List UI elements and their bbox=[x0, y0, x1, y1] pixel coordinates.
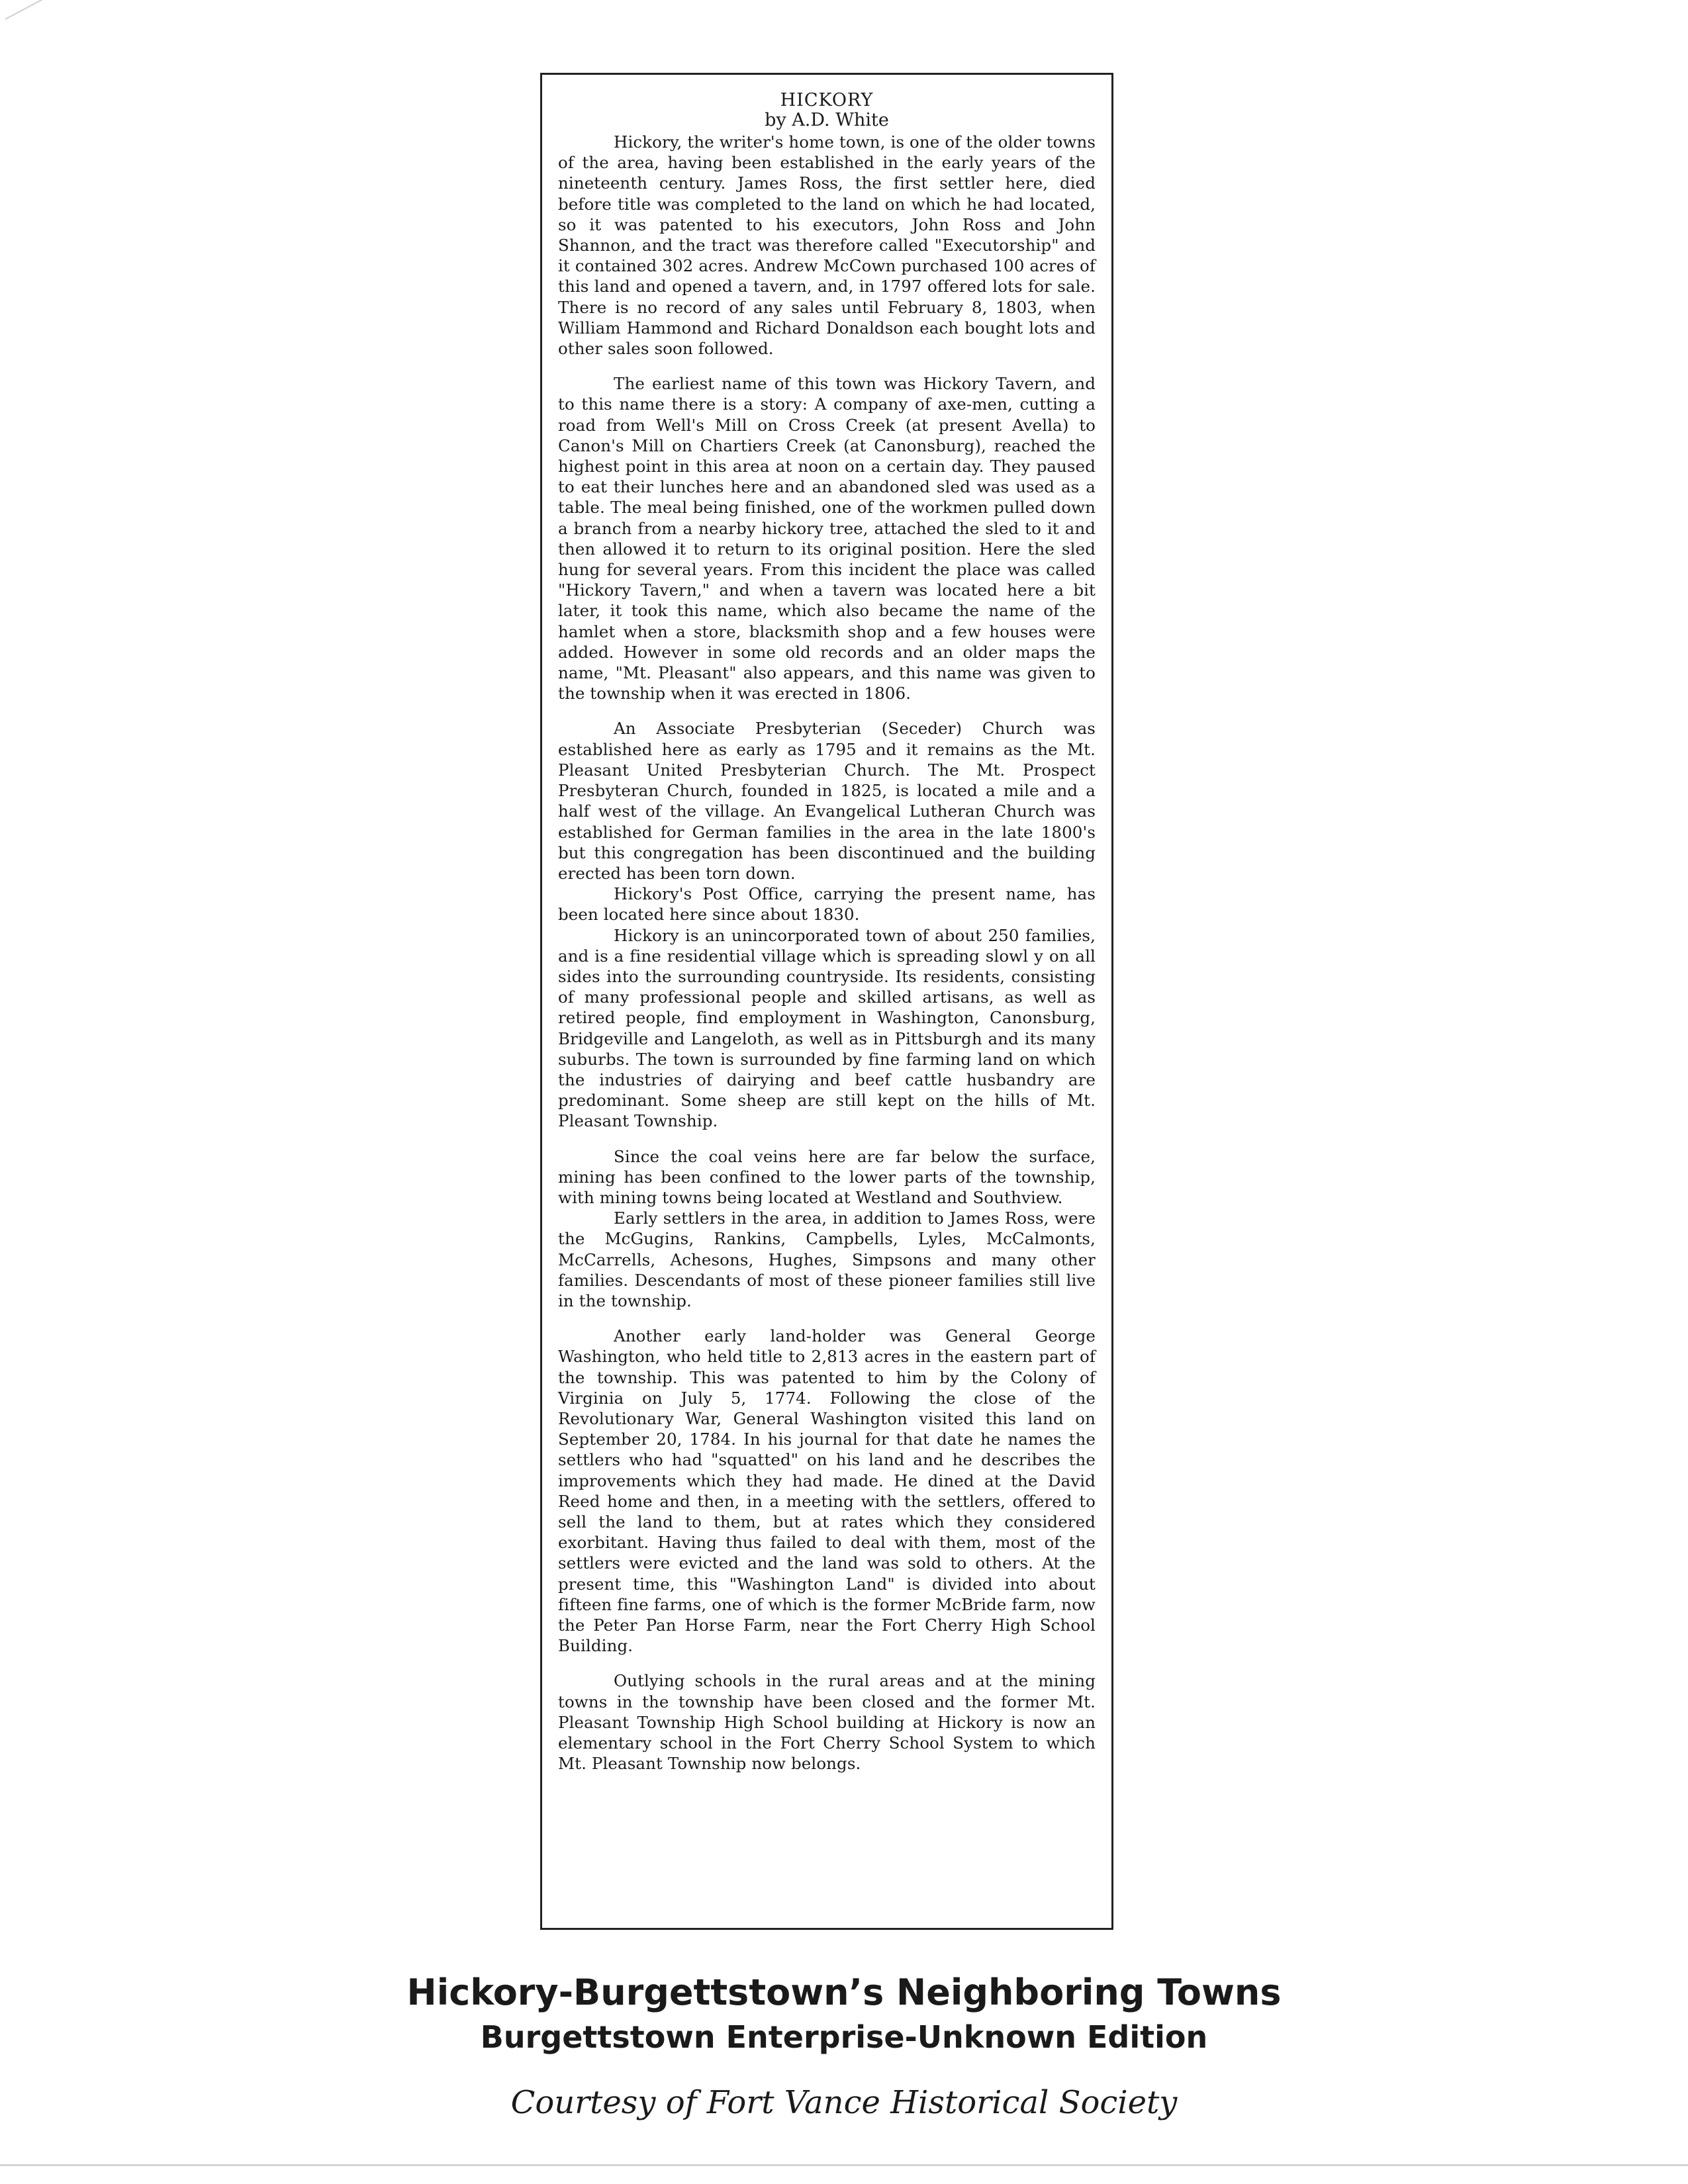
caption-subtitle: Burgettstown Enterprise-Unknown Edition bbox=[480, 2019, 1208, 2055]
article-paragraph: The earliest name of this town was Hickory Tavern, and to this name there is a story: A company of axe-men, cutting a road from Well's Mill on Cross Creek (at present Avella) to Canon's Mill on Chartiers Creek (at Canonsburg), reached the highest point in this area at noon on a certain day. They paused to eat their lunches here and an abandoned sled was used as a table. The meal being finished, one of the workmen pulled down a branch from a nearby hickory tree, attached the sled to it and then allowed it to return to its original position. Here the sled hung for several years. From this incident the place was called "Hickory Tavern," and when a tavern was located here a bit later, it took this name, which also became the name of the hamlet when a store, blacksmith shop and a few houses were added. However in some old records and an older maps the name, "Mt. Pleasant" also appears, and this name was given to the township when it was erected in 1806. bbox=[558, 374, 1096, 704]
article-byline: by A.D. White bbox=[765, 110, 889, 130]
article-paragraph: Since the coal veins here are far below the surface, mining has been confined to the lower parts of the township, with mining towns being located at Westland and Southview. bbox=[558, 1146, 1096, 1207]
caption-credit: Courtesy of Fort Vance Historical Society bbox=[510, 2084, 1178, 2121]
newspaper-clipping bbox=[540, 73, 1113, 1930]
article-paragraph: Hickory is an unincorporated town of about 250 families, and is a fine residential village which is spreading slowl y on all sides into the surrounding countryside. Its residents, consisting of many professional people and skilled artisans, as well as retired people, find employment in Washington, Canonsburg, Bridgeville and Langeloth, as well as in Pittsburgh and its many suburbs. The town is surrounded by fine farming land on which the industries of dairying and beef cattle husbandry are predominant. Some sheep are still kept on the hills of Mt. Pleasant Township. bbox=[558, 925, 1096, 1131]
scan-corner-mark bbox=[5, 0, 47, 20]
article-title: HICKORY bbox=[780, 90, 874, 111]
scan-bottom-edge bbox=[0, 2164, 1688, 2166]
article-paragraph: Hickory's Post Office, carrying the present name, has been located here since about 1830. bbox=[558, 884, 1096, 925]
article-paragraph: An Associate Presbyterian (Seceder) Church was established here as early as 1795 and it remains as the Mt. Pleasant United Presbyterian Church. The Mt. Prospect Presbyteran Church, founded in 1825, is located a mile and a half west of the village. An Evangelical Lutheran Church was established for German families in the area in the late 1800's but this congregation has been discontinued and the building erected has been torn down. bbox=[558, 719, 1096, 883]
article-paragraph: Another early land-holder was General George Washington, who held title to 2,813 acres in the eastern part of the township. This was patented to him by the Colony of Virginia on July 5, 1774. Following the close of the Revolutionary War, General Washington visited this land on September 20, 1784. In his journal for that date he names the settlers who had "squatted" on his land and he describes the improvements which they had made. He dined at the David Reed home and then, in a meeting with the settlers, offered to sell the land to them, but at rates which they considered exorbitant. Having thus failed to deal with them, most of the settlers were evicted and the land was sold to others. At the present time, this "Washington Land" is divided into about fifteen fine farms, one of which is the former McBride farm, now the Peter Pan Horse Farm, near the Fort Cherry High School Building. bbox=[558, 1326, 1096, 1656]
caption-title: Hickory-Burgettstown’s Neighboring Towns bbox=[406, 1972, 1282, 2013]
article-paragraph: Outlying schools in the rural areas and at the mining towns in the township have been closed and the former Mt. Pleasant Township High School building at Hickory is now an elementary school in the Fort Cherry School System to which Mt. Pleasant Township now belongs. bbox=[558, 1671, 1096, 1774]
article-paragraph: Early settlers in the area, in addition to James Ross, were the McGugins, Rankins, Campbells, Lyles, McCalmonts, McCarrells, Achesons, Hughes, Simpsons and many other families. Descendants of most of these pioneer families still live in the township. bbox=[558, 1208, 1096, 1310]
article-paragraph: Hickory, the writer's home town, is one of the older towns of the area, having been established in the early years of the nineteenth century. James Ross, the first settler here, died before title was completed to the land on which he had located, so it was patented to his executors, John Ross and John Shannon, and the tract was therefore called "Executorship" and it contained 302 acres. Andrew McCown purchased 100 acres of this land and opened a tavern, and, in 1797 offered lots for sale. There is no record of any sales until February 8, 1803, when William Hammond and Richard Donaldson each bought lots and other sales soon followed. bbox=[558, 132, 1096, 359]
